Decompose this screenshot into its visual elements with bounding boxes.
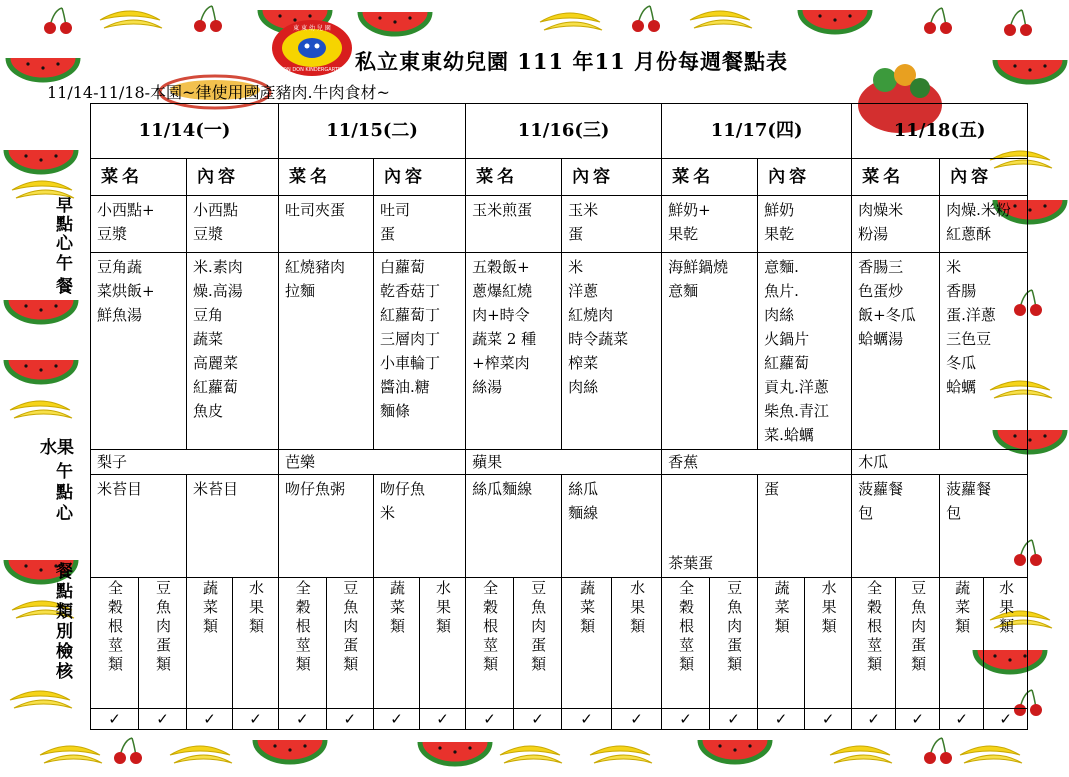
category-label: 全穀根莖類 <box>481 580 500 675</box>
category-check-cell <box>562 578 612 709</box>
date-header: 11/16(三) <box>466 104 662 159</box>
check-mark: ✓ <box>984 709 1028 730</box>
row-label-snack: 午點心 <box>52 462 72 525</box>
category-check-cell <box>514 578 562 709</box>
snack-dish: 吻仔魚粥 <box>279 475 374 578</box>
category-check-cell <box>374 578 420 709</box>
lunch-content: 米.素肉 燥.高湯 豆角 蔬菜 高麗菜 紅蘿蔔 魚皮 <box>187 253 279 450</box>
check-mark: ✓ <box>233 709 279 730</box>
category-check-cell <box>662 578 710 709</box>
category-check-cell <box>758 578 805 709</box>
category-label: 蔬菜類 <box>772 580 791 637</box>
snack-content: 菠蘿餐 包 <box>940 475 1028 578</box>
weekly-menu-table <box>90 103 1028 730</box>
lunch-dish: 豆角蔬 菜烘飯+ 鮮魚湯 <box>91 253 187 450</box>
content-header: 內容 <box>374 159 466 196</box>
category-check-cell <box>139 578 187 709</box>
logo-bottom-text: DON DON KINDERGARTEN <box>279 67 345 73</box>
check-mark: ✓ <box>139 709 187 730</box>
check-mark: ✓ <box>466 709 514 730</box>
breakfast-content: 小西點 豆漿 <box>187 196 279 253</box>
date-header: 11/15(二) <box>279 104 466 159</box>
category-label: 全穀根莖類 <box>677 580 696 675</box>
breakfast-content: 玉米 蛋 <box>562 196 662 253</box>
fruit-name: 梨子 <box>91 450 279 475</box>
category-check-cell <box>805 578 852 709</box>
page-title: 私立東東幼兒園 111 年11 月份每週餐點表 <box>355 49 788 74</box>
category-check-cell <box>852 578 896 709</box>
check-mark: ✓ <box>562 709 612 730</box>
row-label-lunch: 午餐 <box>52 254 72 300</box>
category-check-cell <box>466 578 514 709</box>
snack-dish: 米苔目 <box>91 475 187 578</box>
category-check-cell <box>326 578 374 709</box>
dish-name-header: 菜名 <box>279 159 374 196</box>
category-label: 全穀根莖類 <box>106 580 124 675</box>
kindergarten-logo <box>270 18 355 78</box>
content-header: 內容 <box>562 159 662 196</box>
date-header: 11/18(五) <box>852 104 1028 159</box>
category-label: 全穀根莖類 <box>293 580 312 675</box>
fruit-name: 蘋果 <box>466 450 662 475</box>
category-check-cell <box>984 578 1028 709</box>
breakfast-dish: 小西點+ 豆漿 <box>91 196 187 253</box>
check-mark: ✓ <box>514 709 562 730</box>
breakfast-content: 肉燥.米粉 紅蔥酥 <box>940 196 1028 253</box>
lunch-dish: 五穀飯+ 蔥爆紅燒 肉+時令 蔬菜 2 種 +榨菜肉 絲湯 <box>466 253 562 450</box>
category-label: 水果類 <box>247 580 266 637</box>
breakfast-dish: 吐司夾蛋 <box>279 196 374 253</box>
category-label: 豆魚肉蛋類 <box>529 580 548 675</box>
snack-content: 絲瓜 麵線 <box>562 475 662 578</box>
category-label: 水果類 <box>819 580 838 637</box>
check-mark: ✓ <box>326 709 374 730</box>
check-mark: ✓ <box>896 709 940 730</box>
lunch-content: 白蘿蔔 乾香菇丁 紅蘿蔔丁 三層肉丁 小車輪丁 醬油.糖 麵條 <box>374 253 466 450</box>
category-check-cell <box>187 578 233 709</box>
dish-name-header: 菜名 <box>662 159 758 196</box>
breakfast-dish: 玉米煎蛋 <box>466 196 562 253</box>
row-label-breakfast: 早點心 <box>52 196 72 253</box>
category-label: 豆魚肉蛋類 <box>154 580 172 675</box>
row-label-category-check: 餐點類別檢核 <box>52 562 72 682</box>
dish-name-header: 菜名 <box>91 159 187 196</box>
category-label: 蔬菜類 <box>201 580 219 637</box>
check-mark: ✓ <box>940 709 984 730</box>
snack-dish: 絲瓜麵線 <box>466 475 562 578</box>
category-check-cell <box>91 578 139 709</box>
fruit-name: 木瓜 <box>852 450 1028 475</box>
check-mark: ✓ <box>662 709 710 730</box>
fruit-name: 香蕉 <box>662 450 852 475</box>
lunch-dish: 海鮮鍋燒 意麵 <box>662 253 758 450</box>
breakfast-dish: 肉燥米 粉湯 <box>852 196 940 253</box>
category-label: 豆魚肉蛋類 <box>341 580 360 675</box>
lunch-dish: 香腸三 色蛋炒 飯+冬瓜 蛤蠣湯 <box>852 253 940 450</box>
dish-name-header: 菜名 <box>852 159 940 196</box>
category-check-cell <box>896 578 940 709</box>
check-mark: ✓ <box>420 709 466 730</box>
category-check-cell <box>420 578 466 709</box>
breakfast-content: 鮮奶 果乾 <box>758 196 852 253</box>
lunch-dish: 紅燒豬肉 拉麵 <box>279 253 374 450</box>
snack-dish: 茶葉蛋 <box>662 475 758 578</box>
check-mark: ✓ <box>374 709 420 730</box>
snack-content: 蛋 <box>758 475 852 578</box>
content-header: 內容 <box>758 159 852 196</box>
category-label: 蔬菜類 <box>953 580 972 637</box>
category-check-cell <box>233 578 279 709</box>
date-header: 11/17(四) <box>662 104 852 159</box>
lunch-content: 米 洋蔥 紅燒肉 時令蔬菜 榨菜 肉絲 <box>562 253 662 450</box>
category-label: 水果類 <box>628 580 647 637</box>
check-mark: ✓ <box>710 709 758 730</box>
content-header: 內容 <box>940 159 1028 196</box>
check-mark: ✓ <box>187 709 233 730</box>
snack-content: 米苔目 <box>187 475 279 578</box>
category-check-cell <box>940 578 984 709</box>
lunch-content: 米 香腸 蛋.洋蔥 三色豆 冬瓜 蛤蠣 <box>940 253 1028 450</box>
logo-top-text: 東 東 幼 兒 園 <box>293 25 331 32</box>
category-label: 豆魚肉蛋類 <box>725 580 744 675</box>
check-mark: ✓ <box>91 709 139 730</box>
row-label-fruit: 水果 <box>40 438 74 458</box>
check-mark: ✓ <box>279 709 327 730</box>
check-mark: ✓ <box>852 709 896 730</box>
check-mark: ✓ <box>612 709 662 730</box>
category-check-cell <box>612 578 662 709</box>
dish-name-header: 菜名 <box>466 159 562 196</box>
category-check-cell <box>279 578 327 709</box>
category-label: 水果類 <box>434 580 453 637</box>
category-check-cell <box>710 578 758 709</box>
snack-dish: 菠蘿餐 包 <box>852 475 940 578</box>
category-label: 水果類 <box>997 580 1016 637</box>
category-label: 豆魚肉蛋類 <box>909 580 928 675</box>
check-mark: ✓ <box>758 709 805 730</box>
lunch-content: 意麵. 魚片. 肉絲 火鍋片 紅蘿蔔 貢丸.洋蔥 柴魚.青江 菜.蛤蠣 <box>758 253 852 450</box>
breakfast-dish: 鮮奶+ 果乾 <box>662 196 758 253</box>
snack-content: 吻仔魚 米 <box>374 475 466 578</box>
category-label: 蔬菜類 <box>578 580 597 637</box>
content-header: 內容 <box>187 159 279 196</box>
fruit-name: 芭樂 <box>279 450 466 475</box>
date-header: 11/14(一) <box>91 104 279 159</box>
category-label: 全穀根莖類 <box>865 580 884 675</box>
check-mark: ✓ <box>805 709 852 730</box>
subtitle-week-note: 11/14-11/18-本園~律使用國產豬肉.牛肉食材~ <box>47 83 390 102</box>
breakfast-content: 吐司 蛋 <box>374 196 466 253</box>
category-label: 蔬菜類 <box>388 580 407 637</box>
